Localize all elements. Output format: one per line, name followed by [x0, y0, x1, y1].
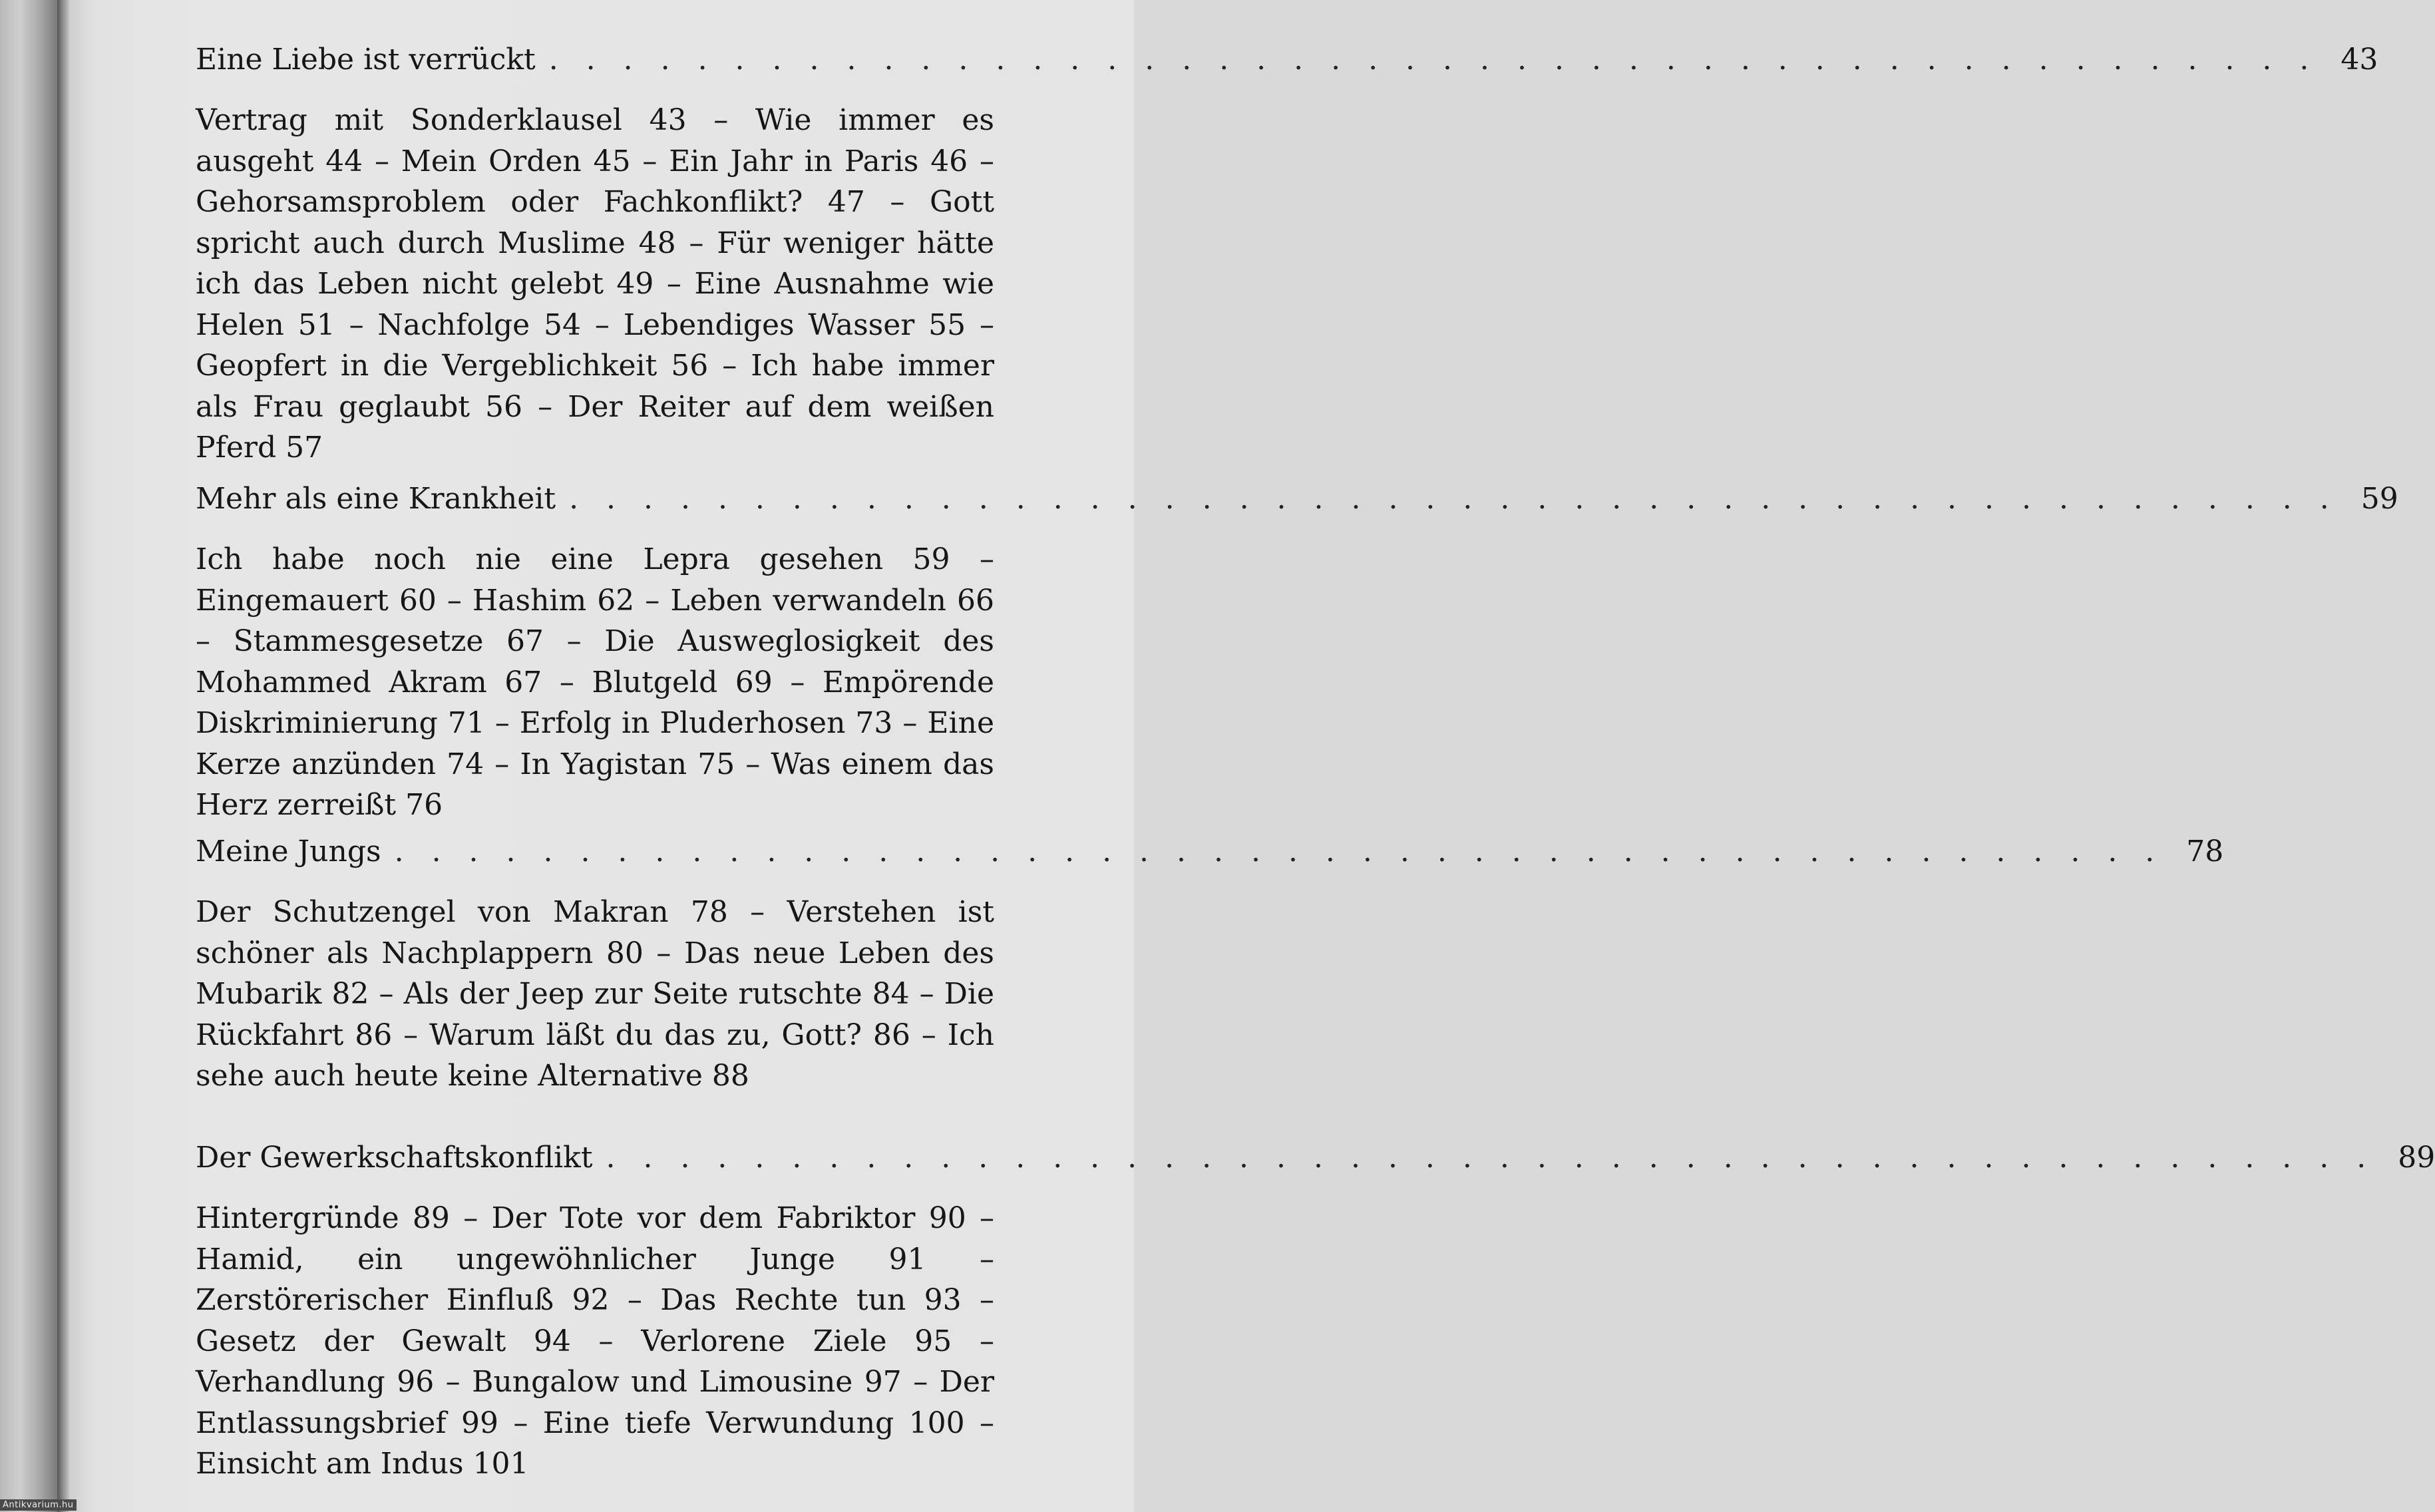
- toc-entry-heading: [196, 832, 2224, 872]
- watermark: Antikvarium.hu: [0, 1499, 77, 1511]
- toc-entry-heading: [196, 40, 2378, 80]
- dot-leader: . . . . . . . . . . . . . . . . . . . . . . . . . . . . . . . . . . . . . . . . . . . . . . . .: [548, 43, 2319, 77]
- toc-entry-subsections: Vertrag mit Sonderklausel 43 – Wie immer es ausgeht 44 – Mein Orden 45 – Ein Jahr in Paris 46 – Gehorsamsproblem oder Fachkonflikt? 47 – Gott spricht auch durch Muslime 48 – Für weniger hätte ich das Leben nicht gelebt 49 – Eine Ausnahme wie Helen 51 – Nachfolge 54 – Lebendiges Wasser 55 – Geopfert in die Vergeblichkeit 56 – Ich habe immer als Frau geglaubt 56 – Der Reiter auf dem weißen Pferd 57: [196, 103, 994, 465]
- toc-entry: [196, 832, 2224, 1097]
- toc-entry-title: Meine Jungs: [196, 835, 381, 868]
- toc-entry-title: Der Gewerkschaftskonflikt: [196, 1141, 593, 1175]
- book-spine: [0, 0, 67, 1512]
- dot-leader: . . . . . . . . . . . . . . . . . . . . . . . . . . . . . . . . . . . . . . . . . . . . . . . .: [394, 835, 2164, 868]
- dot-leader: . . . . . . . . . . . . . . . . . . . . . . . . . . . . . . . . . . . . . . . . . . . . . . . .: [606, 1141, 2376, 1175]
- dot-leader: . . . . . . . . . . . . . . . . . . . . . . . . . . . . . . . . . . . . . . . . . . . . . . . .: [569, 482, 2339, 516]
- toc-entry-subsections: Ich habe noch nie eine Lepra gesehen 59 – Eingemauert 60 – Hashim 62 – Leben verwandeln 66 – Stammesgesetze 67 – Die Ausweglosigkeit des Mohammed Akram 67 – Blutgeld 69 – Empörende Diskriminierung 71 – Erfolg in Pluderhosen 73 – Eine Kerze anzünden 74 – In Yagistan 75 – Was einem das Herz zerreißt 76: [196, 542, 994, 822]
- book-gutter-shadow: [57, 0, 71, 1512]
- toc-entry-page-number: 59: [2360, 482, 2398, 516]
- toc-entry-page-number: 78: [2186, 835, 2224, 868]
- toc-entry: [196, 479, 2398, 826]
- toc-entry-heading: [196, 1138, 2435, 1178]
- toc-entry-page-number: 43: [2341, 43, 2378, 77]
- toc-entry-title: Mehr als eine Krankheit: [196, 482, 556, 516]
- toc-entry-heading: [196, 479, 2398, 519]
- toc-entry-subsections: Hintergründe 89 – Der Tote vor dem Fabriktor 90 – Hamid, ein ungewöhnlicher Junge 91 – Zerstörerischer Einfluß 92 – Das Rechte tun 93 – Gesetz der Gewalt 94 – Verlorene Ziele 95 – Verhandlung 96 – Bungalow und Limousine 97 – Der Entlassungsbrief 99 – Eine tiefe Verwundung 100 – Einsicht am Indus 101: [196, 1201, 994, 1481]
- toc-entry: [196, 1138, 2435, 1485]
- toc-entry-page-number: 89: [2398, 1141, 2435, 1175]
- toc-entry-subsections: Der Schutzengel von Makran 78 – Verstehen ist schöner als Nachplappern 80 – Das neue Leben des Mubarik 82 – Als der Jeep zur Seite rutschte 84 – Die Rückfahrt 86 – Warum läßt du das zu, Gott? 86 – Ich sehe auch heute keine Alternative 88: [196, 895, 994, 1093]
- toc-entry-title: Eine Liebe ist verrückt: [196, 43, 536, 77]
- toc-entry: [196, 40, 2378, 469]
